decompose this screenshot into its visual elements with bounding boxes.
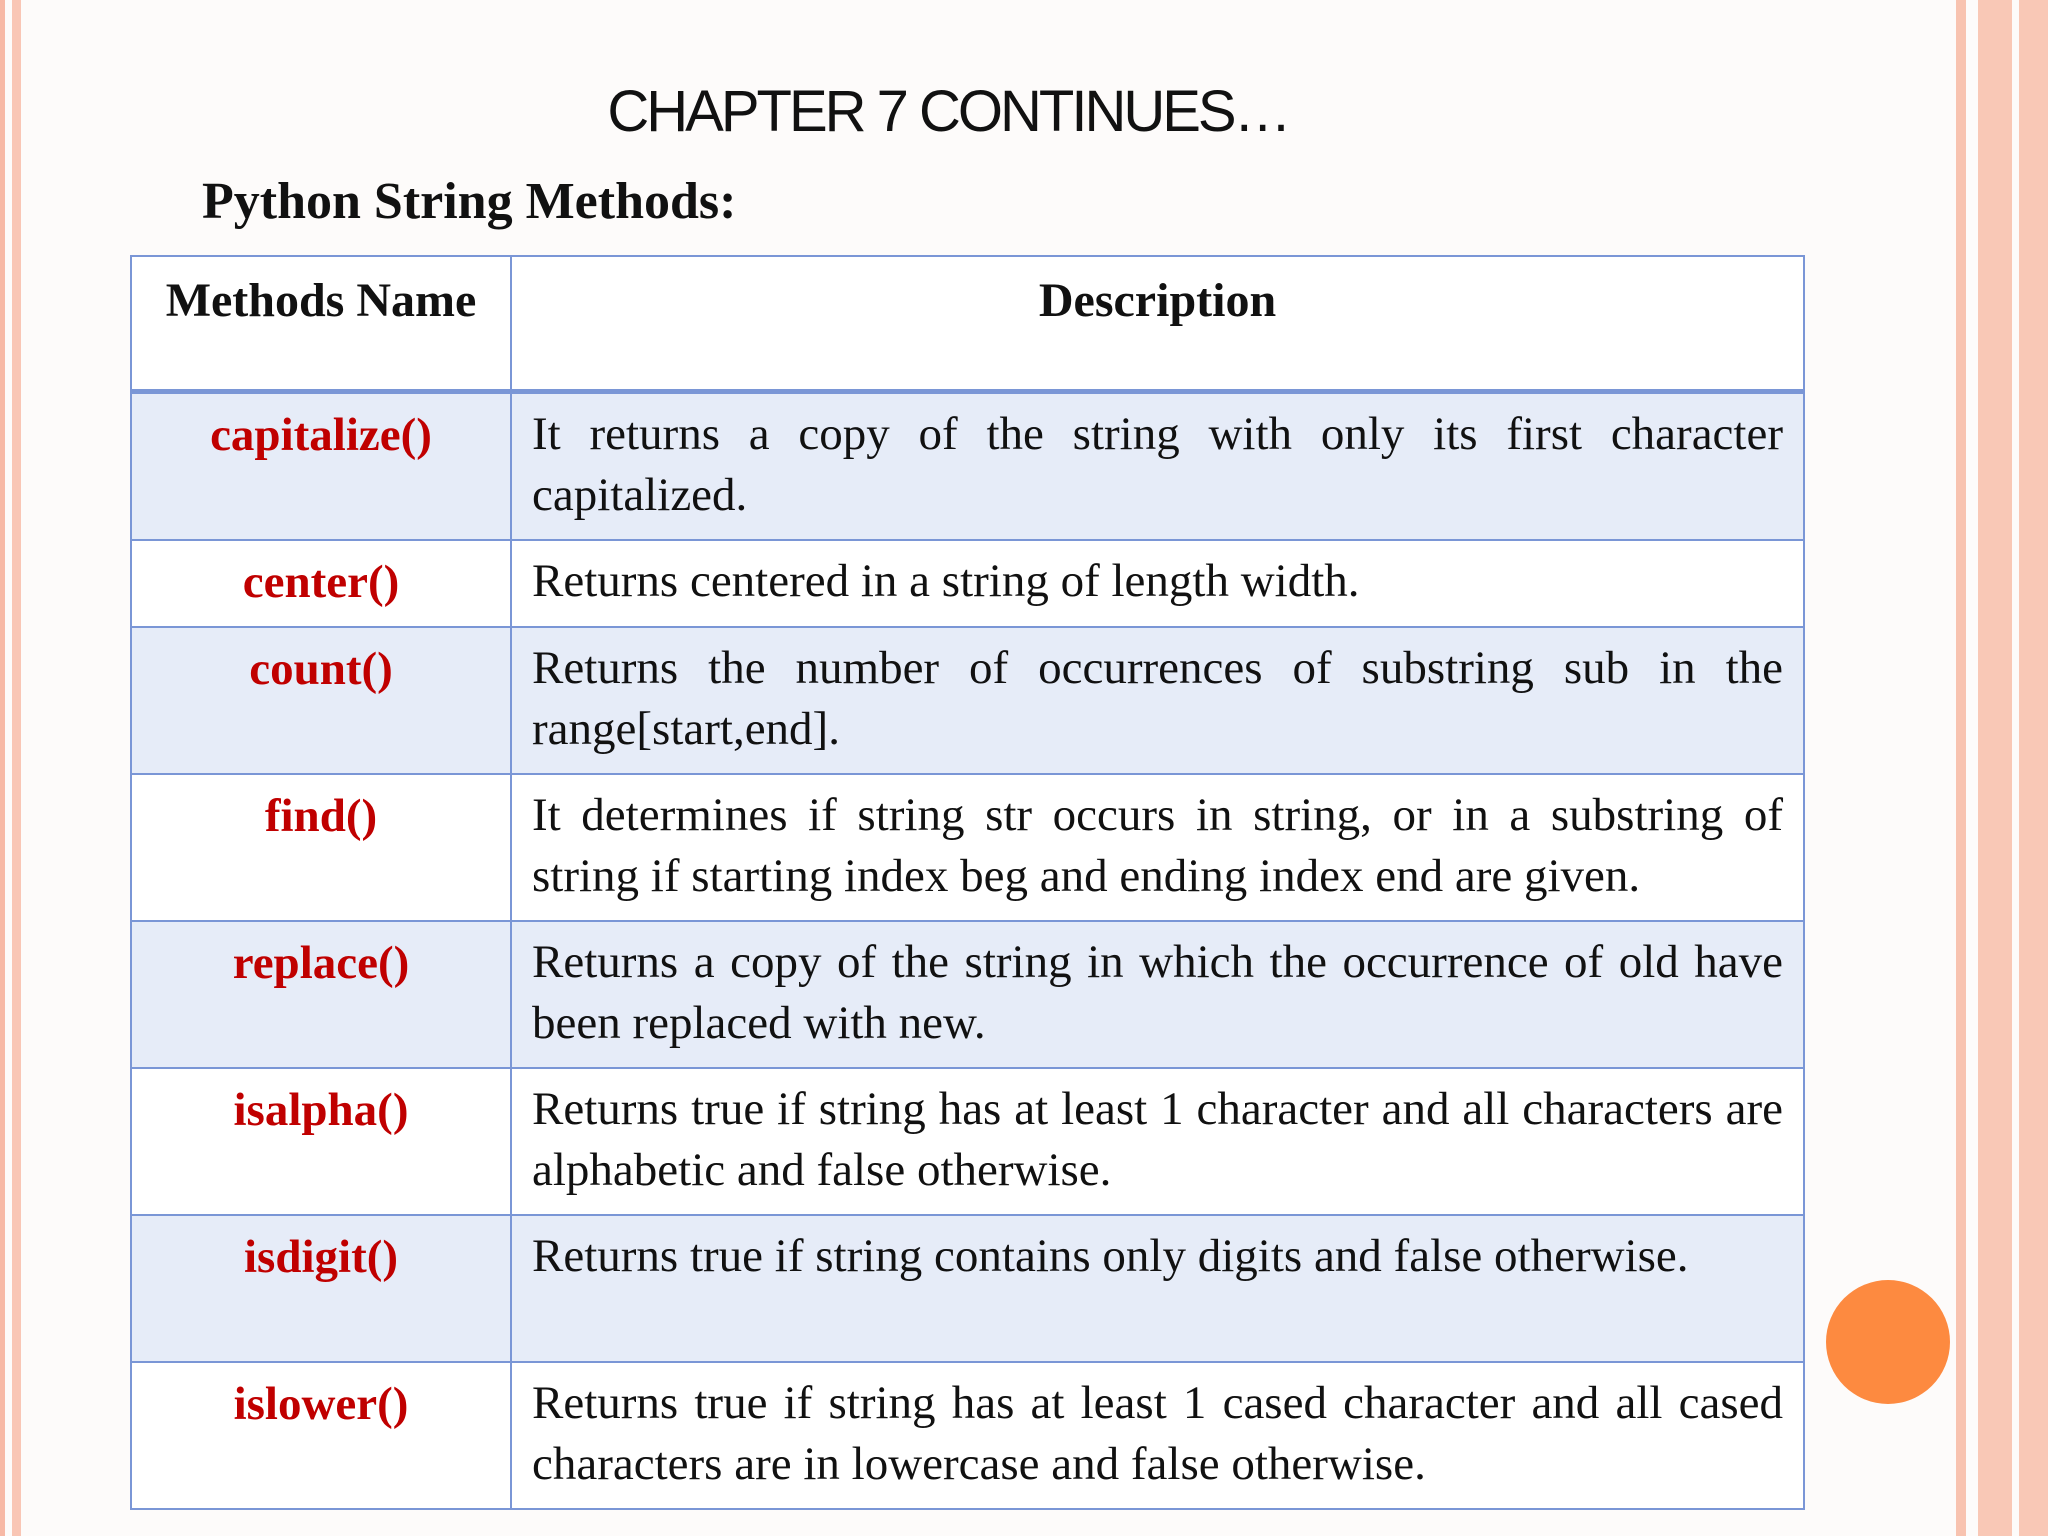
method-name: center() [131,540,511,627]
method-name: capitalize() [131,392,511,541]
method-name: islower() [131,1362,511,1509]
method-name: find() [131,774,511,921]
string-methods-table [130,255,1805,1510]
method-description: It returns a copy of the string with only its first character capitalized. [511,392,1804,541]
method-description: Returns true if string contains only digits and false otherwise. [511,1215,1804,1362]
table-row [131,774,1804,921]
table-row [131,921,1804,1068]
chapter-title: CHAPTER 7 CONTINUES… [607,79,1289,144]
orange-circle-decoration [1826,1280,1950,1404]
header-methods-name: Methods Name [131,256,511,392]
table-row [131,1362,1804,1509]
method-name: isdigit() [131,1215,511,1362]
table-header-row [131,256,1804,392]
method-description: Returns the number of occurrences of substring sub in the range[start,end]. [511,627,1804,774]
method-description: Returns true if string has at least 1 character and all characters are alphabetic and false otherwise. [511,1068,1804,1215]
method-name: count() [131,627,511,774]
header-description: Description [511,256,1804,392]
method-description: Returns a copy of the string in which the occurrence of old have been replaced with new. [511,921,1804,1068]
table-row [131,1068,1804,1215]
method-description: Returns true if string has at least 1 cased character and all cased characters are in lowercase and false otherwise. [511,1362,1804,1509]
right-stripe-wide [1978,0,2012,1536]
right-stripe-edge [2019,0,2048,1536]
left-stripe-outer [0,0,5,1536]
table-row [131,540,1804,627]
method-description: Returns centered in a string of length width. [511,540,1804,627]
table-row [131,627,1804,774]
right-stripe-thin [1956,0,1966,1536]
table-row [131,1215,1804,1362]
method-name: isalpha() [131,1068,511,1215]
slide-subtitle: Python String Methods: [202,173,737,230]
left-stripe-inner [12,0,21,1536]
method-description: It determines if string str occurs in string, or in a substring of string if starting index beg and ending index end are given. [511,774,1804,921]
method-name: replace() [131,921,511,1068]
table-row [131,392,1804,541]
